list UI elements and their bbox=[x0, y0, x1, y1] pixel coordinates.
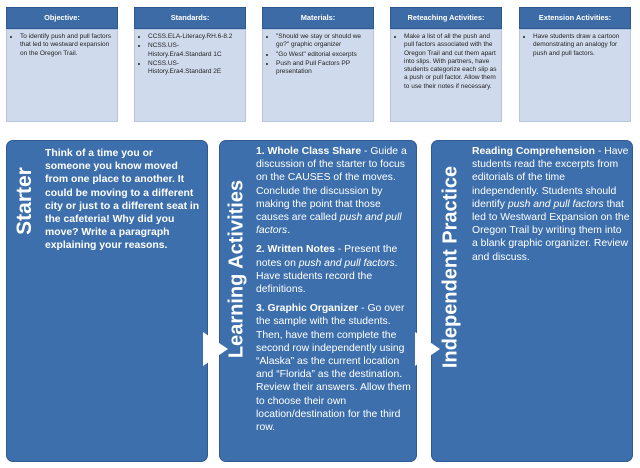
materials-item: • "Should we stay or should we go?" graphic organizer bbox=[276, 33, 369, 50]
reteaching-heading: Reteaching Activities: bbox=[390, 7, 502, 29]
materials-item: • "Go West" editorial excerpts bbox=[276, 51, 369, 59]
standards-item: • CCSS.ELA-Literacy.RH.6-8.2 bbox=[148, 33, 241, 41]
starter-panel bbox=[6, 140, 208, 462]
independent-text bbox=[472, 145, 630, 270]
learning-step-3: 3. Graphic Organizer - Go over the sample with the students. Then, have them complete the second row independently using “Alaska” as the current location and “Florida” as the destination. Review their answers. Allow them to choose their own location/destination for the third row. bbox=[256, 303, 411, 434]
objective-card bbox=[6, 7, 118, 122]
extension-body bbox=[519, 29, 631, 122]
learning-panel bbox=[219, 140, 417, 462]
independent-title: Independent Practice bbox=[439, 165, 462, 369]
reteaching-card bbox=[390, 7, 502, 122]
starter-title: Starter bbox=[13, 167, 36, 235]
reteaching-body bbox=[390, 29, 502, 122]
standards-heading: Standards: bbox=[134, 7, 246, 29]
independent-panel bbox=[431, 140, 633, 462]
materials-item: • Push and Pull Factors PP presentation bbox=[276, 60, 369, 77]
learning-step-2: 2. Written Notes - Present the notes on push and pull factors. Have students record the definitions. bbox=[256, 244, 398, 296]
starter-text: Think of a time you or someone you know moved from one place to another. It could be moving to a different city or just to a different seat in the cafeteria! Why did you move? Write a paragraph explaining your reasons. bbox=[45, 148, 200, 252]
standards-item: • NCSS.US-History.Era4.Standard 1C bbox=[148, 42, 241, 59]
learning-step-1: 1. Whole Class Share - Guide a discussion of the starter to focus on the CAUSES of the moves. Conclude the discussion by making the point that those causes are called push and pull factors. bbox=[256, 146, 407, 237]
learning-title: Learning Activities bbox=[225, 179, 248, 359]
objective-heading: Objective: bbox=[6, 7, 118, 29]
standards-item: • NCSS.US-History.Era4.Standard 2E bbox=[148, 60, 241, 77]
learning-text bbox=[256, 145, 414, 440]
independent-paragraph: Reading Comprehension - Have students read the excerpts from editorials of the time independently. Students should identify push and pull factors that led to Westward Expansion on the Oregon Trail by writing them into a blank graphic organizer. Review and discuss. bbox=[472, 146, 630, 263]
materials-card bbox=[262, 7, 374, 122]
standards-body bbox=[134, 29, 246, 122]
materials-heading: Materials: bbox=[262, 7, 374, 29]
objective-item: • To identify push and pull factors that led to westward expansion on the Oregon Trail. bbox=[20, 33, 113, 58]
extension-card bbox=[519, 7, 631, 122]
arrow-right-icon bbox=[203, 332, 228, 366]
arrow-right-icon bbox=[415, 332, 440, 366]
standards-card bbox=[134, 7, 246, 122]
objective-body bbox=[6, 29, 118, 122]
extension-heading: Extension Activities: bbox=[519, 7, 631, 29]
extension-item: • Have students draw a cartoon demonstrating an analogy for push and pull factors. bbox=[533, 33, 626, 58]
materials-body bbox=[262, 29, 374, 122]
reteaching-item: • Make a list of all the push and pull factors associated with the Oregon Trail and cut them apart into slips. With partners, have students categorize each slip as a push or pull factor. Allow them to use their notes if necessary. bbox=[404, 33, 497, 91]
